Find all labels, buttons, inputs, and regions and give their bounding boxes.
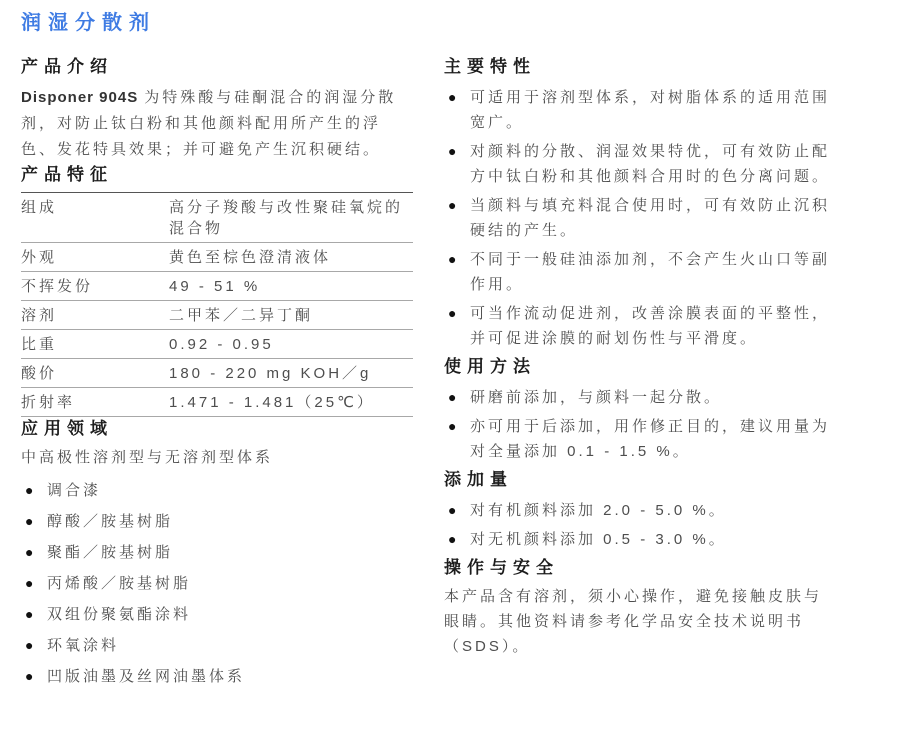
list-item-text: 双组份聚氨酯涂料: [47, 606, 192, 623]
row-label: 外观: [21, 249, 58, 266]
bullet-icon: ●: [448, 389, 457, 405]
bullet-icon: ●: [25, 575, 34, 591]
applications-heading: 应用领域: [21, 419, 113, 438]
product-name: Disponer 904S: [21, 89, 139, 106]
bullet-icon: ●: [448, 89, 457, 105]
bullet-icon: ●: [448, 251, 457, 267]
list-item: [444, 85, 844, 135]
bullet-icon: ●: [448, 531, 457, 547]
safety-paragraph: 本产品含有溶剂，须小心操作，避免接触皮肤与眼睛。其他资料请参考化学品安全技术说明书（SDS）。: [444, 588, 823, 655]
list-item: [444, 139, 844, 189]
list-item: [21, 601, 413, 628]
list-item-text: 不同于一般硅油添加剂，不会产生火山口等副作用。: [470, 251, 831, 293]
product-intro-text: 为特殊酸与硅酮混合的润湿分散剂，对防止钛白粉和其他颜料配用所产生的浮色、发花特具效果；并可避免产生沉积硬结。: [21, 89, 397, 158]
bullet-icon: ●: [25, 513, 34, 529]
product-features-heading: 产品特征: [21, 163, 413, 193]
section-main-features: [444, 55, 878, 351]
section-product-features: [21, 163, 413, 417]
row-label: 比重: [21, 336, 58, 353]
row-label: 折射率: [21, 394, 76, 411]
row-label: 溶剂: [21, 307, 58, 324]
product-intro-heading: 产品介绍: [21, 57, 113, 76]
list-item: [444, 527, 844, 552]
table-row: [21, 301, 413, 330]
dosage-list: [444, 498, 878, 552]
safety-heading: 操作与安全: [444, 558, 559, 577]
row-value: 1.471 - 1.481（25℃）: [169, 394, 375, 411]
bullet-icon: ●: [25, 482, 34, 498]
list-item-text: 丙烯酸／胺基树脂: [47, 575, 192, 592]
list-item: [21, 539, 413, 566]
list-item: [444, 247, 844, 297]
list-item-text: 对无机颜料添加 0.5 - 3.0 %。: [470, 531, 727, 548]
list-item: [21, 508, 413, 535]
main-features-list: [444, 85, 878, 351]
row-value: 180 - 220 mg KOH／g: [169, 365, 372, 382]
table-row: [21, 330, 413, 359]
bullet-icon: ●: [448, 305, 457, 321]
list-item: [21, 632, 413, 659]
list-item-text: 研磨前添加，与颜料一起分散。: [470, 389, 723, 406]
bullet-icon: ●: [25, 606, 34, 622]
table-row: [21, 193, 413, 243]
section-safety: [444, 556, 878, 659]
bullet-icon: ●: [25, 668, 34, 684]
left-column: [21, 55, 413, 694]
main-features-heading: 主要特性: [444, 57, 536, 76]
section-product-intro: [21, 55, 413, 163]
list-item-text: 对颜料的分散、润湿效果特优，可有效防止配方中钛白粉和其他颜料合用时的色分离问题。: [470, 143, 831, 185]
list-item-text: 醇酸／胺基树脂: [47, 513, 174, 530]
bullet-icon: ●: [25, 637, 34, 653]
page-title: 润湿分散剂: [21, 12, 156, 34]
section-usage: [444, 355, 878, 464]
usage-heading: 使用方法: [444, 357, 536, 376]
list-item-text: 当颜料与填充料混合使用时，可有效防止沉积硬结的产生。: [470, 197, 831, 239]
right-column: [444, 55, 878, 659]
list-item-text: 环氧涂料: [47, 637, 120, 654]
features-table: [21, 193, 413, 417]
bullet-icon: ●: [448, 143, 457, 159]
row-value: 二甲苯／二异丁酮: [169, 307, 314, 324]
list-item-text: 对有机颜料添加 2.0 - 5.0 %。: [470, 502, 727, 519]
bullet-icon: ●: [448, 197, 457, 213]
list-item: [444, 301, 844, 351]
list-item-text: 聚酯／胺基树脂: [47, 544, 174, 561]
list-item: [21, 477, 413, 504]
bullet-icon: ●: [448, 502, 457, 518]
list-item: [21, 663, 413, 690]
table-row: [21, 388, 413, 417]
list-item-text: 可当作流动促进剂，改善涂膜表面的平整性，并可促进涂膜的耐划伤性与平滑度。: [470, 305, 831, 347]
list-item-text: 亦可用于后添加，用作修正目的，建议用量为对全量添加 0.1 - 1.5 %。: [470, 418, 831, 460]
list-item-text: 调合漆: [47, 482, 102, 499]
bullet-icon: ●: [25, 544, 34, 560]
list-item: [21, 570, 413, 597]
product-intro-paragraph: [21, 85, 413, 163]
row-value: 49 - 51 %: [169, 278, 261, 295]
list-item: [444, 385, 844, 410]
row-value: 黄色至棕色澄清液体: [169, 249, 332, 266]
table-row: [21, 359, 413, 388]
applications-intro: 中高极性溶剂型与无溶剂型体系: [21, 449, 274, 466]
bullet-icon: ●: [448, 418, 457, 434]
dosage-heading: 添加量: [444, 470, 513, 489]
table-row: [21, 272, 413, 301]
list-item: [444, 498, 844, 523]
row-label: 酸价: [21, 365, 58, 382]
list-item: [444, 414, 844, 464]
usage-list: [444, 385, 878, 464]
row-value: 0.92 - 0.95: [169, 336, 274, 353]
row-value: 高分子羧酸与改性聚硅氧烷的混合物: [169, 199, 404, 237]
list-item-text: 凹版油墨及丝网油墨体系: [47, 668, 246, 685]
section-applications: [21, 417, 413, 690]
section-dosage: [444, 468, 878, 552]
applications-list: [21, 477, 413, 690]
list-item-text: 可适用于溶剂型体系，对树脂体系的适用范围宽广。: [470, 89, 831, 131]
row-label: 不挥发份: [21, 278, 94, 295]
table-row: [21, 243, 413, 272]
list-item: [444, 193, 844, 243]
row-label: 组成: [21, 199, 58, 216]
